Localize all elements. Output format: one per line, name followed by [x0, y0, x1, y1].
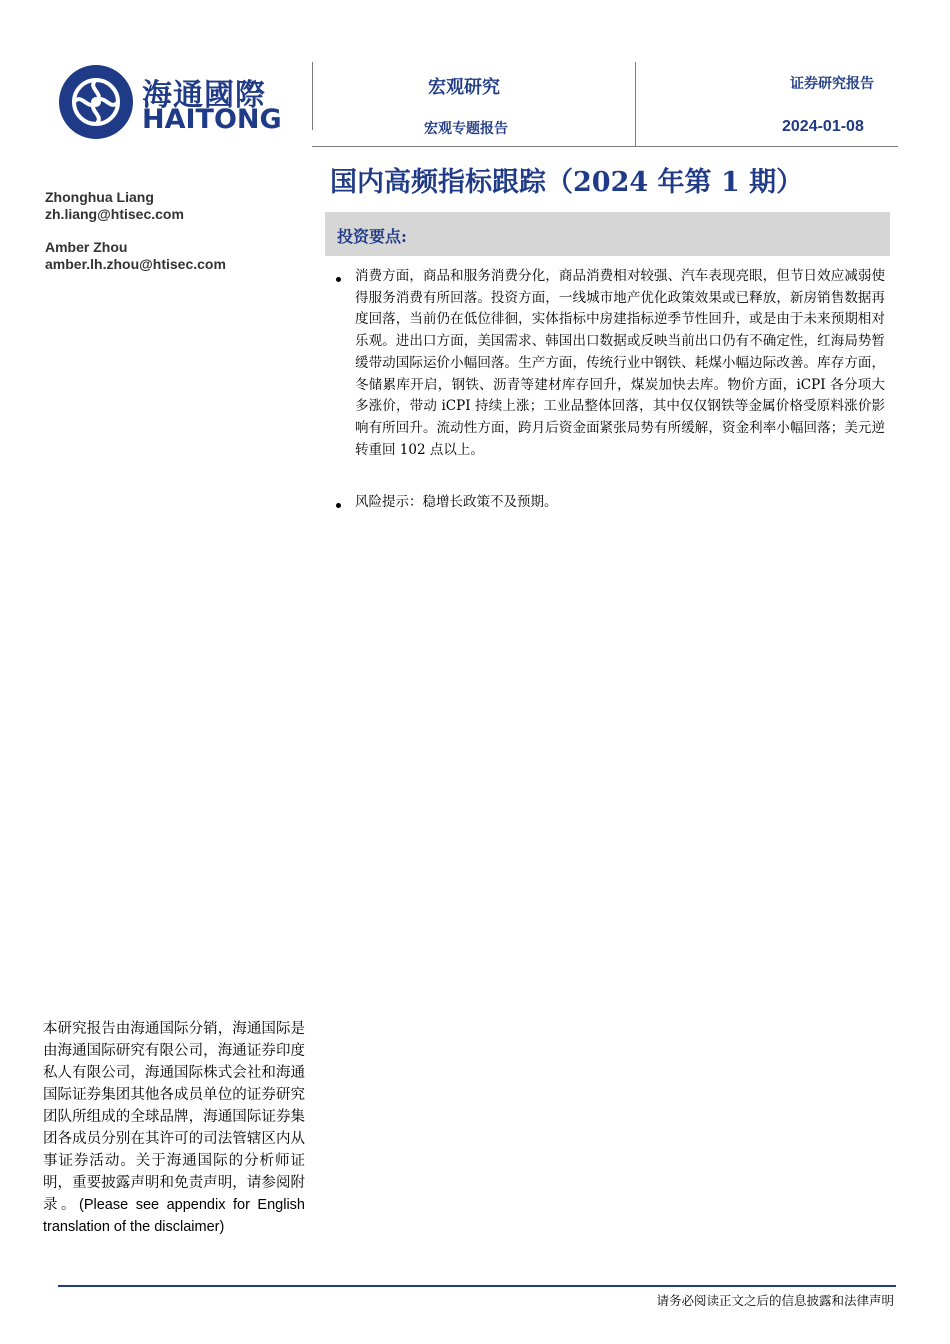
page-title: 国内高频指标跟踪（2024 年第 1 期）	[330, 167, 804, 198]
author-2-name: Amber Zhou	[45, 239, 128, 255]
author-2-email[interactable]: amber.lh.zhou@htisec.com	[45, 256, 226, 272]
disclaimer-cn: 本研究报告由海通国际分销，海通国际是由海通国际研究有限公司，海通证券印度私人有限公司，海通国际株式会社和海通国际证券集团其他各成员单位的证券研究团队所组成的全球品牌，海通国际证券集团各成员分别在其许可的司法管辖区内从事证券活动。关于海通国际的分析师证明，重要披露声明和免责声明，请参阅附录。	[43, 1021, 305, 1213]
header-divider-2	[635, 62, 636, 146]
bullet-icon	[336, 277, 341, 282]
report-type: 证券研究报告	[790, 76, 874, 92]
disclaimer	[43, 1018, 305, 1238]
key-points-header	[325, 212, 890, 256]
risk-warning-text: 风险提示：稳增长政策不及预期。	[355, 494, 558, 510]
report-date: 2024-01-08	[782, 118, 864, 135]
key-point-text: 消费方面，商品和服务消费分化，商品消费相对较强、汽车表现亮眼，但节日效应减弱使得服务消费有所回落。投资方面，一线城市地产优化政策效果或已释放，新房销售数据再度回落，当前仍在低位徘徊，实体指标中房建指标逆季节性回升，或是由于未来预期相对乐观。进出口方面，美国需求、韩国出口数据或反映当前出口仍有不确定性，红海局势暂缓带动国际运价小幅回落。生产方面，传统行业中钢铁、耗煤小幅边际改善。库存方面，冬储累库开启，钢铁、沥青等建材库存回升，煤炭加快去库。物价方面，iCPI 各分项大多涨价，带动 iCPI 持续上涨；工业品整体回落，其中仅仅钢铁等金属价格受原料涨价影响有所回升。流动性方面，跨月后资金面紧张局势有所缓解，资金利率小幅回落；美元逆转重回 102 点以上。	[355, 268, 885, 458]
logo-name-cn: 海通國際	[142, 78, 266, 113]
logo-name-en: HAITONG	[142, 104, 282, 135]
haitong-logo	[58, 64, 318, 140]
bullet-icon	[336, 503, 341, 508]
report-subcategory: 宏观专题报告	[424, 121, 508, 137]
footer-rule	[58, 1285, 896, 1287]
header-divider-1	[312, 62, 313, 130]
disclaimer-en: (Please see appendix for English translation of the disclaimer)	[43, 1197, 305, 1235]
footer-notice: 请务必阅读正文之后的信息披露和法律声明	[656, 1293, 894, 1308]
header-rule	[312, 146, 898, 147]
author-1-name: Zhonghua Liang	[45, 189, 154, 205]
key-points-label: 投资要点:	[337, 227, 407, 246]
report-category: 宏观研究	[428, 77, 500, 98]
haitong-emblem-icon	[58, 64, 134, 140]
author-1-email[interactable]: zh.liang@htisec.com	[45, 206, 184, 222]
